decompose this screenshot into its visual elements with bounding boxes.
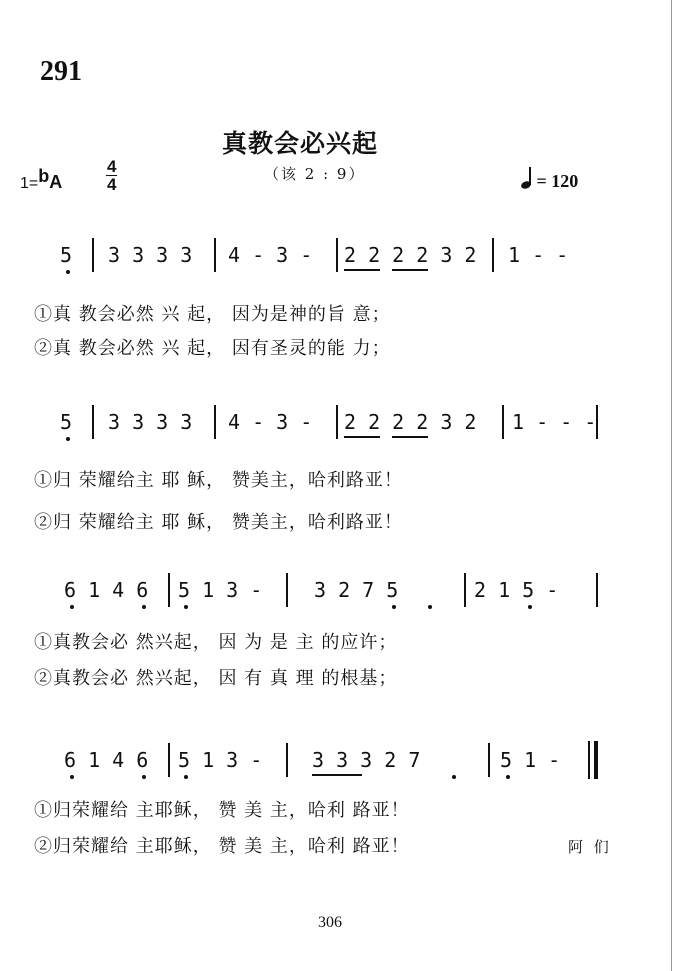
tempo-marking <box>520 166 578 192</box>
time-signature-bottom: 4 <box>107 175 117 194</box>
barline <box>336 238 338 272</box>
low-octave-dot <box>528 605 532 609</box>
time-signature <box>106 158 117 193</box>
low-octave-dot <box>142 605 146 609</box>
measure: 4 - 3 - <box>228 243 313 267</box>
low-octave-dot <box>142 775 146 779</box>
barline <box>488 743 490 777</box>
final-double-barline-thick <box>594 741 598 779</box>
low-octave-dot <box>66 437 70 441</box>
measure: 3 3 3 2 7 <box>312 748 421 772</box>
low-octave-dot <box>452 775 456 779</box>
lyric-verse-1: ①真教会必 然兴起， 因 为 是 主 的应许； <box>34 632 398 653</box>
final-barline <box>596 405 598 439</box>
song-title: 真教会必兴起 <box>222 129 379 158</box>
low-octave-dot <box>184 605 188 609</box>
eighth-beam <box>312 774 362 776</box>
flat-sign: b <box>38 166 50 186</box>
measure-pickup: 5 <box>60 243 73 267</box>
key-letter: A <box>49 172 63 192</box>
lyric-verse-2: ②归 荣耀给主 耶 稣， 赞美主，哈利路亚！ <box>34 512 403 533</box>
tempo-value: = 120 <box>536 171 579 191</box>
lyric-verse-1: ①归 荣耀给主 耶 稣， 赞美主，哈利路亚！ <box>34 470 403 491</box>
page-number: 306 <box>318 914 342 931</box>
measure-pickup: 5 <box>60 410 73 434</box>
barline <box>336 405 338 439</box>
hymn-number: 291 <box>40 56 82 87</box>
low-octave-dot <box>506 775 510 779</box>
barline <box>492 238 494 272</box>
measure: 3 3 3 3 <box>108 243 193 267</box>
measure: 5 1 - <box>500 748 561 772</box>
barline <box>286 573 288 607</box>
measure: 4 - 3 - <box>228 410 313 434</box>
final-double-barline-thin <box>588 741 590 779</box>
lyric-verse-2: ②真 教会必然 兴 起， 因有圣灵的能 力； <box>34 338 391 359</box>
low-octave-dot <box>184 775 188 779</box>
lyric-verse-1: ①归荣耀给 主耶稣， 赞 美 主，哈利 路亚！ <box>34 800 410 821</box>
lyric-verse-2: ②归荣耀给 主耶稣， 赞 美 主，哈利 路亚！ <box>34 836 410 857</box>
low-octave-dot <box>66 270 70 274</box>
eighth-beam <box>344 269 380 271</box>
low-octave-dot <box>70 775 74 779</box>
lyric-verse-1: ①真 教会必然 兴 起， 因为是神的旨 意； <box>34 304 391 325</box>
barline <box>168 743 170 777</box>
eighth-beam <box>344 436 380 438</box>
scripture-reference: （该 2 : 9） <box>264 165 366 183</box>
measure: 2 1 5 - <box>474 578 559 602</box>
lyric-verse-2: ②真教会必 然兴起， 因 有 真 理 的根基； <box>34 668 398 689</box>
eighth-beam <box>392 436 428 438</box>
barline <box>92 238 94 272</box>
measure: 5 1 3 - <box>178 578 263 602</box>
measure: 5 1 3 - <box>178 748 263 772</box>
barline <box>464 573 466 607</box>
key-prefix: 1= <box>20 175 39 192</box>
barline <box>92 405 94 439</box>
quarter-note-icon <box>520 166 532 190</box>
barline <box>168 573 170 607</box>
measure: 3 2 7 5 <box>314 578 399 602</box>
barline <box>214 238 216 272</box>
low-octave-dot <box>392 605 396 609</box>
amen-coda: 阿 们 <box>568 838 612 856</box>
time-signature-top: 4 <box>107 157 117 176</box>
measure: 6 1 4 6 <box>64 578 149 602</box>
barline <box>596 573 598 607</box>
measure: 1 - - <box>508 243 569 267</box>
measure: 1 - - - <box>512 410 597 434</box>
page-edge-line <box>671 0 672 971</box>
low-octave-dot <box>428 605 432 609</box>
barline <box>286 743 288 777</box>
barline <box>502 405 504 439</box>
measure: 3 3 3 3 <box>108 410 193 434</box>
eighth-beam <box>392 269 428 271</box>
low-octave-dot <box>70 605 74 609</box>
measure: 6 1 4 6 <box>64 748 149 772</box>
key-signature <box>20 166 66 193</box>
measure: 2 2 2 2 3 2 <box>344 410 477 434</box>
barline <box>214 405 216 439</box>
measure: 2 2 2 2 3 2 <box>344 243 477 267</box>
